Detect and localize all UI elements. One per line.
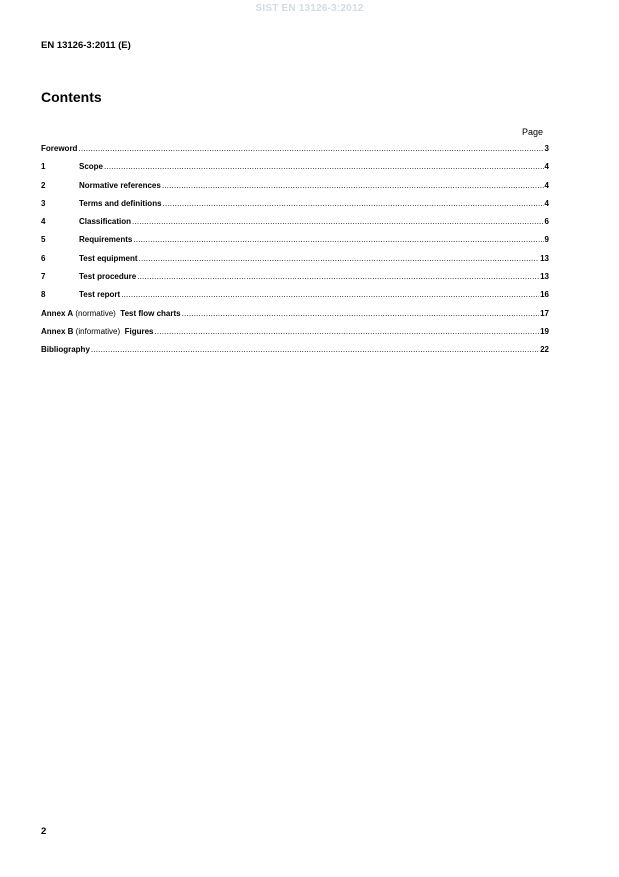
toc-leader-dots: [121, 290, 539, 299]
toc-entry-page: 4: [544, 198, 549, 208]
toc-leader-dots: [154, 327, 539, 336]
page-number: 2: [41, 826, 47, 837]
toc-entry-page: 17: [540, 308, 549, 318]
toc-entry[interactable]: [41, 181, 549, 199]
toc-entry-title: [79, 254, 138, 263]
toc-entry[interactable]: [41, 272, 549, 290]
toc-entry-title-main: Normative references: [79, 180, 161, 190]
watermark: SIST EN 13126-3:2012: [255, 3, 364, 14]
toc-leader-dots: [132, 217, 544, 226]
toc-entry-title-main: Classification: [79, 217, 132, 227]
toc-entry-page: 4: [544, 162, 549, 172]
toc-leader-dots: [139, 254, 540, 263]
toc-entry[interactable]: [41, 217, 549, 235]
toc-entry-page: 4: [544, 180, 549, 190]
toc-entry-page: 13: [540, 253, 549, 263]
toc-leader-dots: [137, 272, 539, 281]
toc-entry-title-main: Scope: [79, 162, 104, 172]
toc-entry-number: 8: [41, 290, 46, 300]
toc-entry[interactable]: [41, 290, 549, 308]
toc-entry-title-main: Foreword: [41, 144, 78, 153]
toc-entry-annex-title: Test flow charts: [118, 308, 181, 318]
toc-entry-title-main: Test report: [79, 290, 121, 300]
toc-entry-title: [41, 309, 181, 318]
table-of-contents: [41, 144, 549, 364]
toc-entry-title-main: Test procedure: [79, 272, 137, 282]
toc-leader-dots: [78, 144, 543, 153]
toc-entry[interactable]: [41, 199, 549, 217]
toc-entry-title: [79, 217, 131, 226]
toc-entry-number: 4: [41, 217, 46, 227]
toc-entry-title: [79, 181, 161, 190]
toc-entry[interactable]: [41, 254, 549, 272]
toc-entry[interactable]: [41, 345, 549, 363]
toc-entry-annex-title: Figures: [122, 326, 154, 336]
toc-entry-number: 2: [41, 180, 46, 190]
toc-entry[interactable]: [41, 327, 549, 345]
toc-leader-dots: [162, 181, 544, 190]
toc-entry-title-main: Test equipment: [79, 253, 138, 263]
toc-entry-title-main: Annex A: [41, 308, 74, 318]
toc-entry-number: 3: [41, 198, 46, 208]
toc-leader-dots: [163, 199, 544, 208]
toc-entry-number: 7: [41, 272, 46, 282]
toc-entry[interactable]: [41, 162, 549, 180]
contents-title: Contents: [41, 89, 102, 105]
toc-entry-title-main: Terms and definitions: [79, 198, 162, 208]
toc-entry-title-main: Requirements: [79, 235, 133, 245]
toc-entry-title: [41, 144, 77, 153]
toc-entry-number: 5: [41, 235, 46, 245]
toc-entry-title: [79, 162, 103, 171]
toc-entry-title: [79, 199, 162, 208]
toc-entry[interactable]: [41, 235, 549, 253]
toc-entry-page: 16: [540, 290, 549, 300]
toc-entry-title: [79, 272, 136, 281]
toc-entry-page: 9: [544, 235, 549, 245]
toc-entry-annex-type: (normative): [73, 308, 119, 318]
toc-entry-page: 13: [540, 272, 549, 282]
page-column-label: Page: [521, 127, 543, 137]
toc-entry-page: 6: [544, 217, 549, 227]
toc-entry-annex-type: (informative): [73, 326, 123, 336]
toc-entry[interactable]: [41, 309, 549, 327]
toc-entry-number: 1: [41, 162, 46, 172]
toc-entry-title: [79, 290, 120, 299]
toc-entry-title: [41, 345, 90, 354]
toc-leader-dots: [91, 345, 539, 354]
toc-entry[interactable]: [41, 144, 549, 162]
toc-entry-title-main: Bibliography: [41, 345, 90, 355]
toc-entry-title: [41, 327, 153, 336]
document-id: EN 13126-3:2011 (E): [41, 40, 131, 51]
toc-entry-page: 19: [540, 326, 549, 336]
toc-leader-dots: [182, 309, 540, 318]
toc-leader-dots: [104, 162, 544, 171]
toc-entry-title-main: Annex B: [41, 326, 74, 336]
toc-entry-number: 6: [41, 253, 46, 263]
toc-entry-title: [79, 235, 132, 244]
toc-entry-page: 22: [540, 345, 549, 355]
toc-leader-dots: [133, 235, 543, 244]
toc-entry-page: 3: [544, 144, 549, 153]
